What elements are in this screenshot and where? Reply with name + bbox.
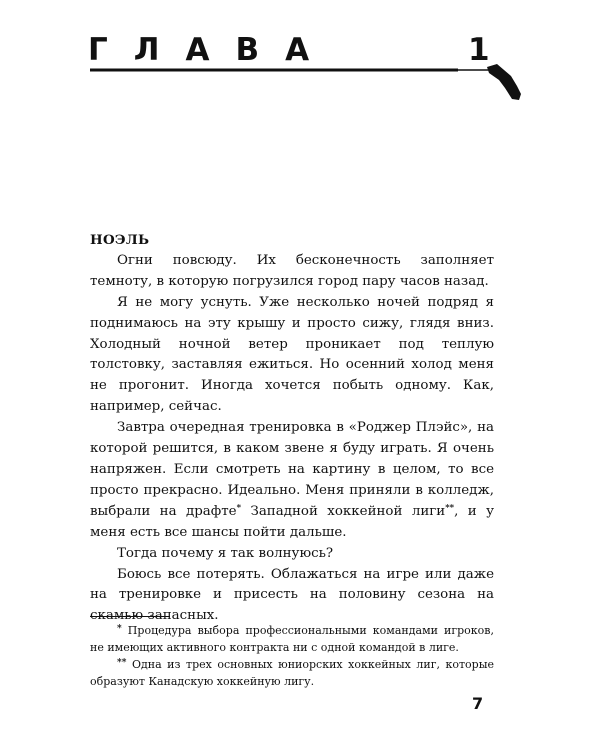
footnote-mark: * — [117, 624, 122, 634]
footnotes — [90, 622, 494, 690]
footnote-mark: ** — [117, 658, 127, 668]
paragraph: Тогда почему я так волнуюсь? — [117, 545, 334, 561]
footnote — [90, 656, 494, 690]
footnote-reference: ** — [445, 502, 455, 513]
paragraph: Огни повсюду. Их бесконечность заполняет темноту, в которую погрузился город пару часов назад. — [90, 252, 494, 289]
paragraph: Боюсь все потерять. Облажаться на игре или даже на тренировке и присесть на половину сезона на скамью запасных. — [90, 566, 494, 624]
footnote-text: Процедура выбора профессиональными командами игроков, не имеющих активного контракта ни с одной командой в лиге. — [90, 624, 494, 654]
paragraph-text: , и у меня есть все шансы пойти дальше. — [90, 503, 494, 540]
chapter-number: 1 — [468, 32, 490, 68]
paragraph-with-footnotes — [90, 418, 494, 543]
footnote-reference: * — [236, 502, 242, 513]
paragraph-text: Завтра очередная тренировка в «Роджер Плэйс», на которой решится, в каком звене я буду играть. Я очень напряжен. Если смотреть на картину в целом, то все просто прекрасно. Идеально. Меня приняли в колледж, выбрали на драфте — [90, 420, 494, 519]
section-heading: НОЭЛЬ — [90, 232, 150, 248]
page-number: 7 — [472, 694, 484, 713]
hockey-stick-icon — [0, 0, 600, 110]
footnote-divider — [90, 616, 170, 617]
paragraph-text: Западной хоккейной лиги — [241, 503, 446, 519]
chapter-text — [90, 230, 494, 627]
footnote — [90, 622, 494, 656]
footnote-text: Одна из трех основных юниорских хоккейных лиг, которые образуют Канадскую хоккейную лигу. — [90, 658, 494, 688]
paragraph: Я не могу уснуть. Уже несколько ночей подряд я поднимаюсь на эту крышу и просто сижу, глядя вниз. Холодный ночной ветер проникает под теплую толстовку, заставляя ежиться. Но осенний холод меня не прогонит. Иногда хочется побыть одному. Как, например, сейчас. — [90, 294, 494, 415]
chapter-title: ГЛАВА — [88, 32, 336, 68]
